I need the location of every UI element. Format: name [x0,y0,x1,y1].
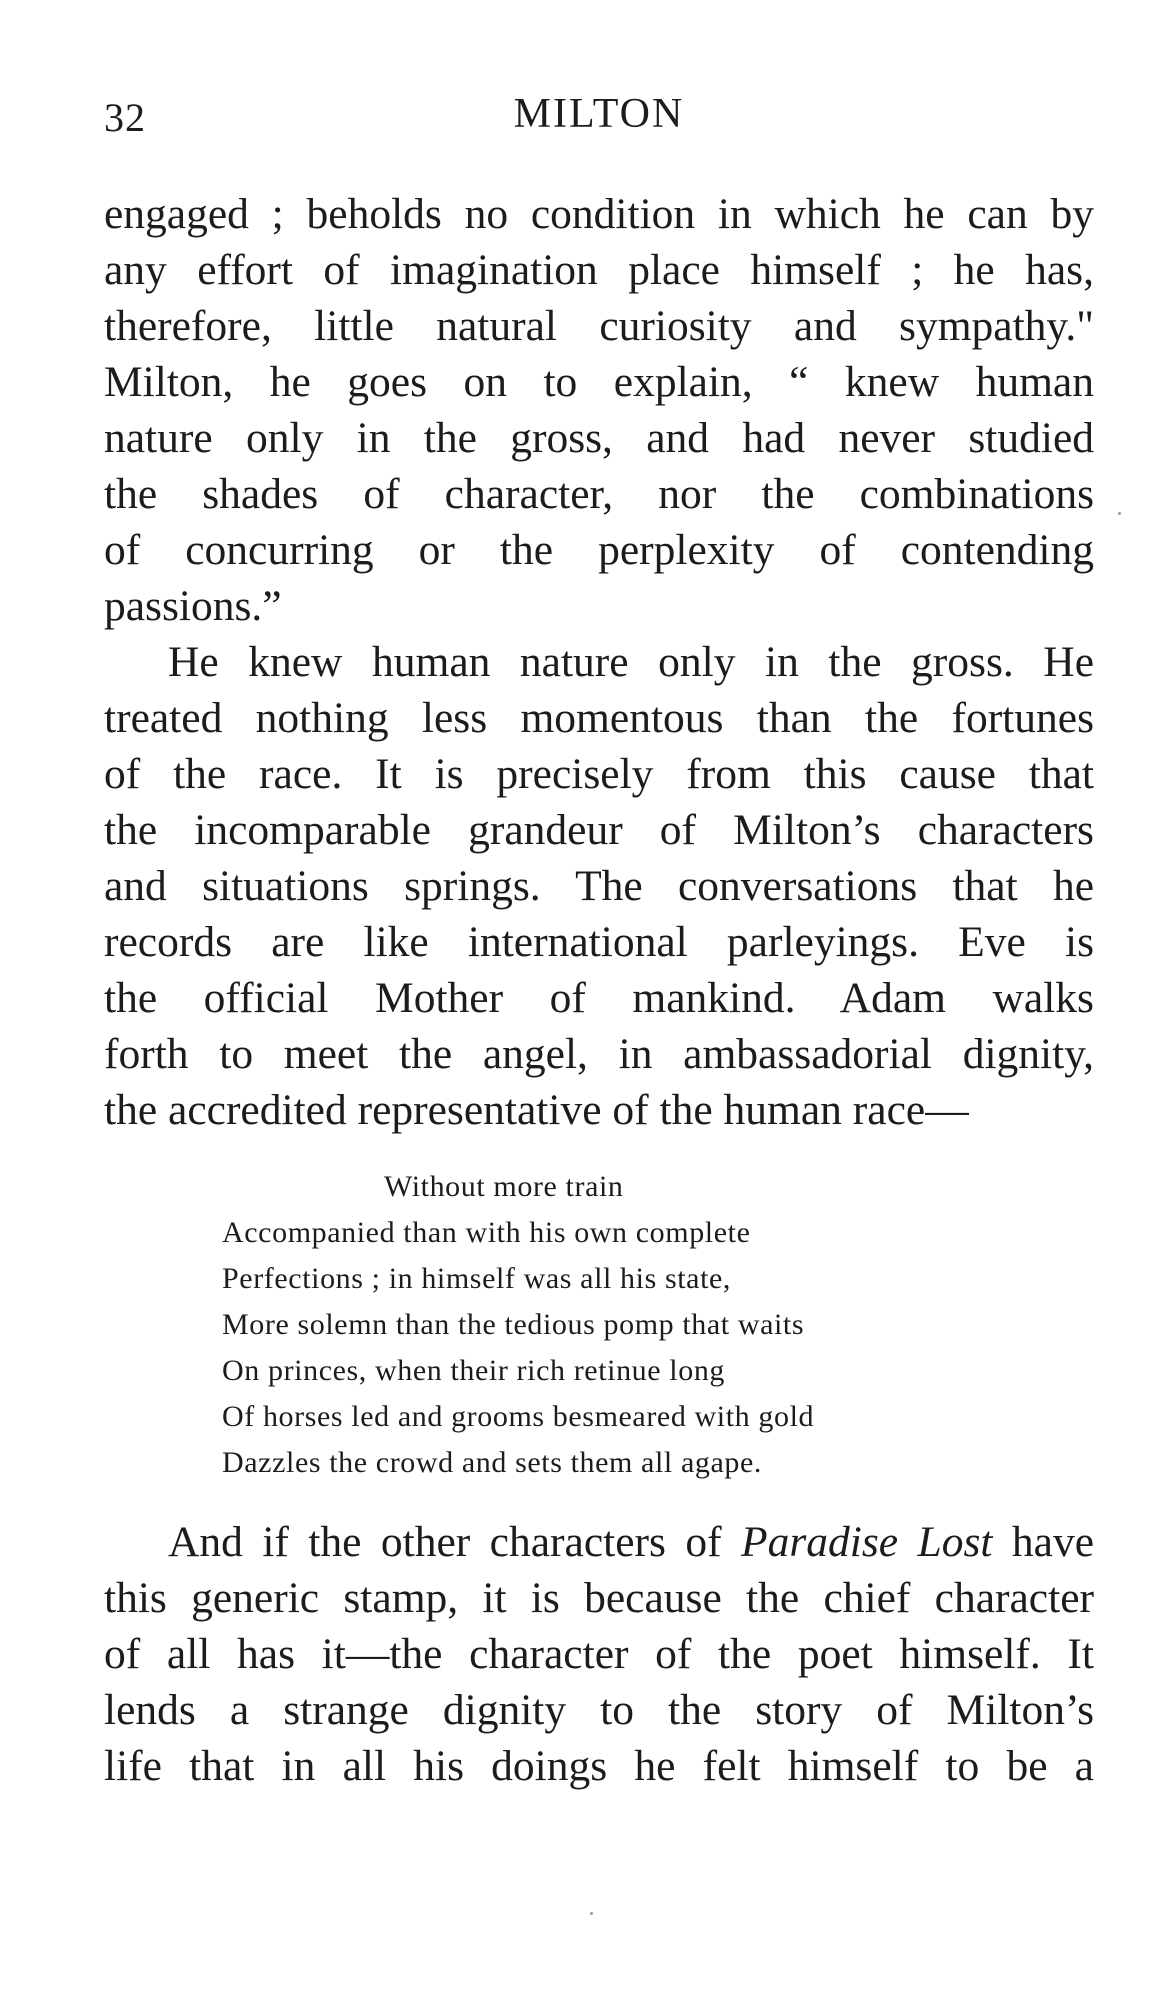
verse-line: Accompanied than with his own complete [222,1216,751,1249]
text-line: of all has it—the character of the poet himself. It [104,1630,1094,1678]
text-line: the official Mother of mankind. Adam walks [104,974,1094,1022]
text-line: of the race. It is precisely from this cause that [104,750,1094,798]
text-line: and situations springs. The conversations that he [104,862,1094,910]
text-line: lends a strange dignity to the story of Milton’s [104,1686,1094,1734]
text-line: the incomparable grandeur of Milton’s characters [104,806,1094,854]
page-number: 32 [104,95,146,140]
text-line: the accredited representative of the human race— [104,1086,969,1134]
text-line: forth to meet the angel, in ambassadorial dignity, [104,1030,1094,1078]
verse-line: More solemn than the tedious pomp that waits [222,1308,805,1341]
page-header [104,90,1094,150]
text-line: life that in all his doings he felt himself to be a [104,1742,1094,1790]
paper-speck [590,1912,593,1915]
text-fragment: And if the other characters of [168,1518,722,1566]
verse-quotation [222,1164,1002,1486]
verse-line: On princes, when their rich retinue long [222,1354,726,1387]
paragraph-1 [104,186,1094,634]
text-line: of concurring or the perplexity of contending [104,526,1094,574]
text-line: Milton, he goes on to explain, “ knew human [104,358,1094,406]
text-line: this generic stamp, it is because the chief character [104,1574,1094,1622]
text-line: any effort of imagination place himself ; he has, [104,246,1094,294]
book-title: Paradise Lost [741,1518,993,1566]
text-line: the shades of character, nor the combinations [104,470,1094,518]
text-line: therefore, little natural curiosity and sympathy." [104,302,1094,350]
paper-speck [1118,512,1121,515]
text-line [104,1514,1094,1570]
text-line: He knew human nature only in the gross. He [168,638,1094,686]
text-line: passions.” [104,582,282,630]
text-fragment: have [1011,1518,1095,1566]
text-line: records are like international parleyings. Eve is [104,918,1094,966]
text-line: treated nothing less momentous than the fortunes [104,694,1094,742]
verse-line: Of horses led and grooms besmeared with gold [222,1400,815,1433]
verse-line: Dazzles the crowd and sets them all agape. [222,1446,762,1479]
verse-line: Without more train [384,1170,624,1203]
paragraph-2 [104,634,1094,1138]
running-title: MILTON [513,91,685,137]
paragraph-3 [104,1514,1094,1794]
text-line: engaged ; beholds no condition in which he can by [104,190,1094,238]
text-line: nature only in the gross, and had never studied [104,414,1094,462]
verse-line: Perfections ; in himself was all his state, [222,1262,732,1295]
